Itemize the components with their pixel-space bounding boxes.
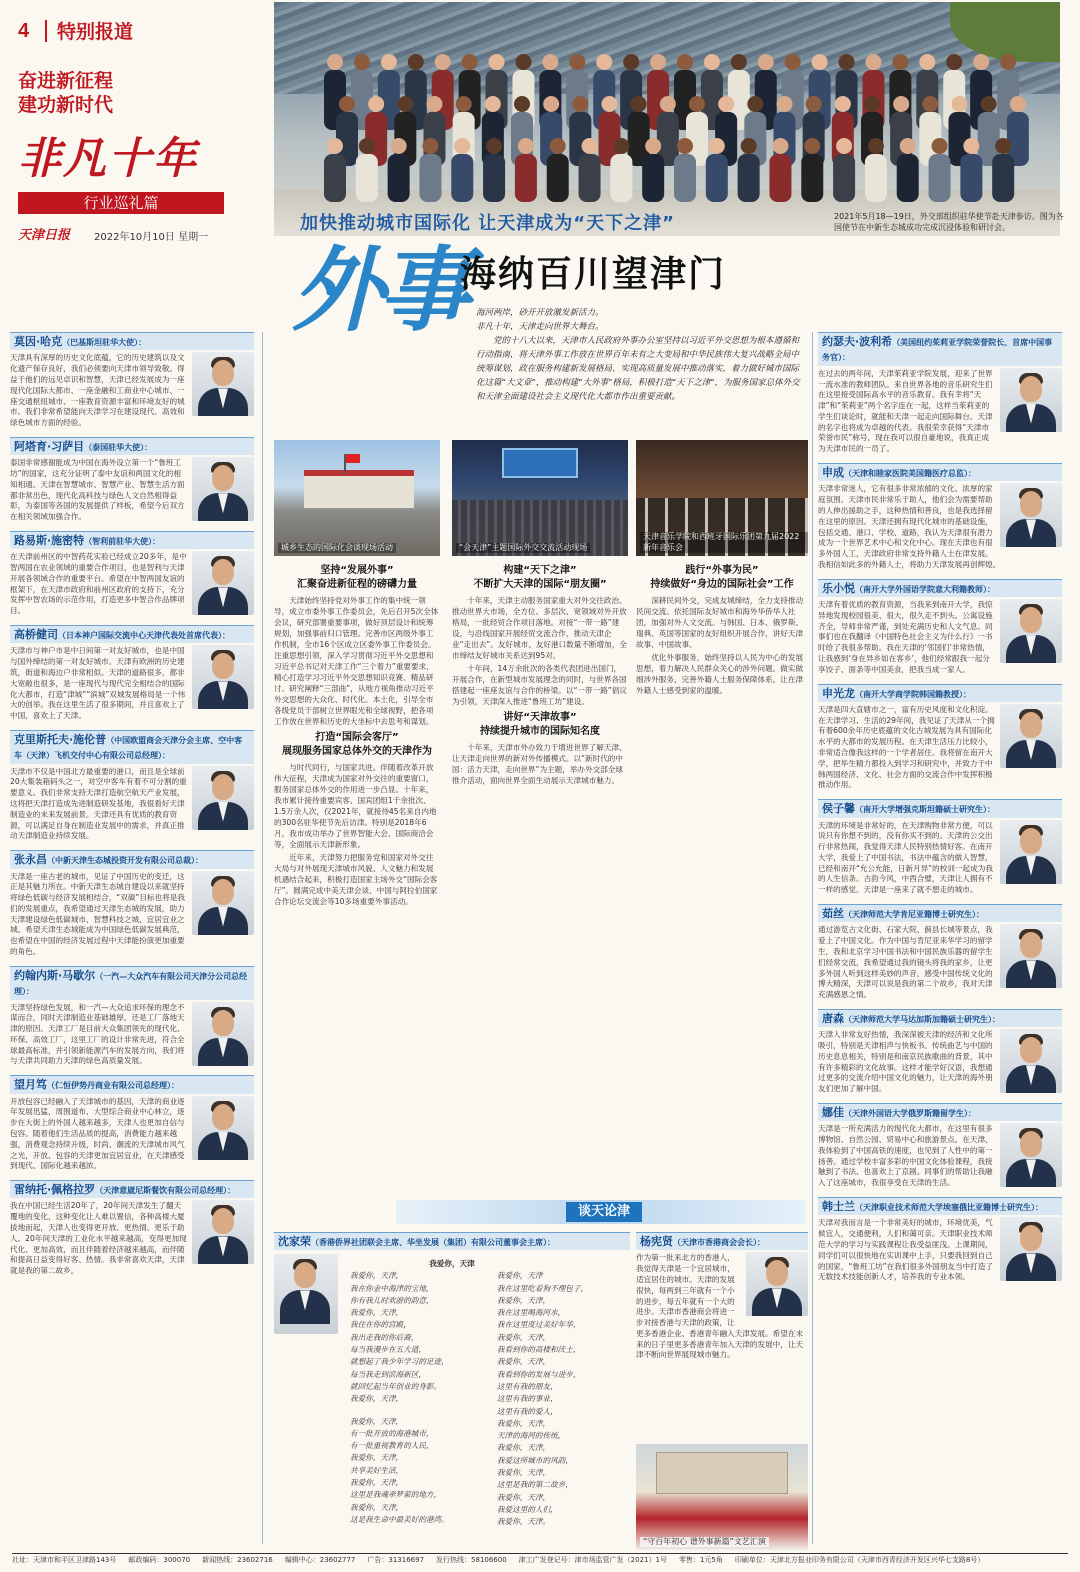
- poem-line: 我爱你，天津，: [496, 1468, 551, 1478]
- quote-speaker-name: 约瑟夫·波利希（美国纽约茱莉亚学院荣誉院长、首席中国事务官）：: [818, 332, 1062, 366]
- crowd-person: [610, 154, 632, 202]
- crowd-head: [900, 138, 916, 154]
- poem-line: 我爱你，天津，: [496, 1295, 551, 1305]
- quote-speaker-name: 高桥健司（日本神户国际交流中心天津代表处首席代表）：: [10, 625, 254, 643]
- crowd-head: [973, 54, 989, 70]
- hero-group-photo: [274, 2, 1060, 236]
- crowd-head: [543, 96, 559, 112]
- crowd-head: [462, 54, 478, 70]
- poem: [274, 1258, 630, 1529]
- photo-meeting-venue: [274, 440, 440, 556]
- left-divider: [262, 332, 263, 1544]
- speaker-name: 杨宪贤（天津市香港商会会长）：: [636, 1232, 808, 1250]
- quote-speaker-name: 申成（天津和睦家医院美国籍医疗总监）：: [818, 463, 1062, 481]
- quote-entry: [10, 966, 254, 1071]
- crowd-head: [660, 96, 676, 112]
- crowd-head: [772, 138, 788, 154]
- newspaper-logo: 天津日报: [18, 228, 71, 243]
- speaker-portrait: [192, 871, 254, 935]
- quote-text: 天津坚持绿色发展，和一汽—大众追求环保的理念不谋而合，同时天津制造业基础雄厚，还是工厂落地天津的原因。天津工厂是目前大众集团领先的现代化、环保、高效工厂，这里工厂的设计非常先进，符合全球最高标准，并引领新能源汽车的发展方向，我们将与天津共同助力天津的绿色高质量发展。: [10, 1002, 185, 1066]
- crowd-head: [677, 138, 693, 154]
- speaker-portrait: [1000, 599, 1062, 663]
- article-heading-4: 讲好“天津故事” 持续提升城市的国际知名度: [480, 712, 600, 737]
- crowd-head: [613, 138, 629, 154]
- quote-speaker-name: 路易斯·施密特（智利前驻华大使）：: [10, 531, 254, 549]
- crowd-head: [486, 138, 502, 154]
- crowd-head: [359, 138, 375, 154]
- crowd-head: [689, 96, 705, 112]
- crowd-head: [514, 96, 530, 112]
- crowd-head: [777, 96, 793, 112]
- article-heading-3: 构建“天下之津” 不断扩大天津的国际“朋友圈”: [473, 565, 607, 590]
- crowd-head: [518, 138, 534, 154]
- slogan: [18, 70, 113, 118]
- poem-column-2: [497, 1270, 630, 1528]
- quote-entry: [818, 799, 1062, 900]
- quote-speaker-name: 克里斯托夫·施伦普（中国欧盟商会天津分会主席、空中客车（天津）飞机交付中心有限公司总经理）：: [10, 730, 254, 764]
- crowd-head: [835, 96, 851, 112]
- page-number: 4: [18, 20, 30, 42]
- poem-line: 我爱你，天津: [496, 1271, 543, 1281]
- quote-entry: [818, 1197, 1062, 1287]
- photo-performance: [636, 1444, 808, 1550]
- speaker-portrait: [192, 1200, 254, 1264]
- article-column-2: [452, 560, 628, 1192]
- speaker-portrait: [192, 766, 254, 830]
- crowd-head: [368, 96, 384, 112]
- poem-line: 我爱你，天津，: [350, 1394, 404, 1404]
- crowd-person: [897, 154, 919, 202]
- quote-text: 在天津前州区的中智药花实验已经成立20多年，是中智两国在农业领域的重要合作项目，也是智利与天津开展各领域合作的重要平台。希望在中智两国友谊的框架下，在天津市政府和前州区政府的支持下，充分发挥中智农场的示范作用，打造更多中智合作品牌项目。: [10, 552, 187, 616]
- footer-item: 社址：天津市和平区卫津路143号: [12, 1556, 117, 1564]
- footer-item: 印刷单位：天津北方报业印务有限公司（天津市西青经济开发区兴华七支路8号）: [734, 1556, 985, 1564]
- speaker-portrait: [1000, 1029, 1062, 1093]
- quote-text: 天津是四大直辖市之一，富有历史风度和文化积淀。在天津学习、生活的29年间，我见证了天津从一个拥有着600余年历史底蕴的文化古城发展为具有国际化水平的大都市的发展历程。在天津生活压力比较小，非常适合像我这样的一个学者居住。我将留在南开大学，把毕生精力都投入到学习和研究中，并致力于中韩两国经济、文化、社会方面的交流合作中发挥积极推动作用。: [818, 704, 995, 790]
- crowd-head: [747, 96, 763, 112]
- footer-item: 邮政编码：300070: [128, 1556, 191, 1564]
- poem-line: 这里是我魂牵梦萦的地方，: [350, 1490, 442, 1500]
- hero-photo-caption: 2021年5月18—19日，外交部组织驻华使节赴天津参访。图为各国使节在中新生态城成功完成沉浸体验和研讨会。: [834, 212, 1064, 232]
- quote-text: 天津是一所充满活力的现代化大都市，在这里有很多博物馆、自然公园、贸易中心和旅游景点。在天津，我体验到了中国高铁的速度，也见到了人性中的第一扬善。通过学校丰富多彩的中国文化体验课程，我接触到了书法、也喜欢上了京剧。同事们的帮助让我融入了这座城市，我很享受在天津的生活。: [818, 1124, 993, 1188]
- right-divider: [812, 332, 813, 1544]
- intro-body: 党的十八大以来，天津市人民政府外事办公室坚持以习近平外交思想为根本遵循和行动指南，将天津外事工作放在世界百年未有之大变局和中华民族伟大复兴战略全局中统筹谋划，政在服务构建新发展格局、实现高质量发展中推动落实，着力做好城市国际化这篇“大文章”，推动构建“大外事”格局，积极打造“天下之津”，为服务国家总体外交和天津全面建设社会主义现代化大都市作出重要贡献。: [476, 336, 800, 403]
- crowd-head: [569, 54, 585, 70]
- article-column-3: [636, 560, 808, 1192]
- crowd-head: [327, 54, 343, 70]
- crowd-person: [865, 154, 887, 202]
- calligraphy-title: 外事: [292, 236, 465, 344]
- crowd-head: [422, 138, 438, 154]
- quote-speaker-name: 申光龙（南开大学商学院韩国籍教授）：: [818, 684, 1062, 702]
- crowd-head: [806, 96, 822, 112]
- quote-speaker-name: 张永昌（中新天津生态城投资开发有限公司总裁）：: [10, 850, 254, 868]
- crowd-person: [356, 154, 378, 202]
- crowd-head: [485, 96, 501, 112]
- quote-entry: [818, 904, 1062, 1005]
- quote-entry: [10, 1180, 254, 1281]
- quote-entry: [10, 730, 254, 846]
- poem-line: 我爱你，天津，: [350, 1478, 404, 1488]
- crowd-head: [868, 138, 884, 154]
- quote-text: 天津人非常友好热情，我深深被天津的经济和文化所吸引，特别是天津相声与快板书。传统曲艺与中国的历史息息相关，特别是和南京民族歌曲的背景，其中有许多精彩的文化故事。这样才能学好汉语，我想通过更多的交流介绍中国文化的魅力，让天津的海外朋友们更加了解中国。: [818, 1030, 993, 1094]
- quote-text: 天津市与神户市是中日间第一对友好城市，也是中国与国外缔结的第一对友好城市。天津有欧洲的历史建筑，街道和海边户非常相似。天津的道路很多，都非大宽敞也很多，是一座现代与现代完全相结合的国际化大都市，打造“津城”“滨城”双城发展格局是一个伟大的创举。我在这里生活了很多期间，并且喜欢上了中国，喜欢上了天津。: [10, 646, 186, 721]
- speaker-quote: 作为第一批来北方的香港人，我觉得天津是一个宜居城市，适宜居住的城市。天津的发展很快，每两到三年就有一个小的进步，每五年就有一个大的进步。天津市香港商会将进一步对接香港与天津的政策，让更多香港企业、香港青年融入天津发展。希望在未来的日子里更多香港青年加入天津的发展中，让天津不断向世界展现城市魅力。: [636, 1253, 804, 1360]
- poem-line: 共享美好生活，: [350, 1465, 404, 1475]
- crowd-person: [706, 154, 728, 202]
- headline-main: 海纳百川望津门: [460, 254, 727, 295]
- crowd-head: [952, 96, 968, 112]
- crowd-person: [642, 154, 664, 202]
- crowd-head: [677, 54, 693, 70]
- quote-entry: [818, 684, 1062, 796]
- quote-text: 天津市不仅是中国北方最重要的港口，而且是全球前20大集装箱码头之一，对空中客车有着不可分割的重要意义。我们非常支持天津打造航空航天产业发展，这将把天津打造成先进制造研发基地，我很看好天津制造业的未来发展前景。天津还具有优质的教育资源，可以满足自身在制造业发展中的需求，并真正推动天津制造业持续发展。: [10, 766, 187, 841]
- intro-paragraph: [476, 306, 806, 404]
- quote-text: 天津的环境是非常好的，在天津购物非常方便，可以说只有你想不到的，没有你买不到的。天津的公交出行非常热闹，我觉得天津人民特别热情好客。在南开大学，我爱上了中国书法，书法中蕴含的做人智慧，已经和南开“允公允能，日新月异”的校训一起成为我的人生信条。古韵今风，中西合璧，天津让人拥有不一样的感觉。天津是一座来了就不想走的城市。: [818, 820, 993, 895]
- poem-line: 天津的海河的传统，: [496, 1431, 566, 1441]
- quote-speaker-name: 侯子馨（南开大学增强克斯坦籍硕士研究生）：: [818, 799, 1062, 817]
- crowd-person: [388, 154, 410, 202]
- crowd-head: [709, 138, 725, 154]
- poem-line: 我看到你的发展与进步，: [496, 1369, 581, 1379]
- quote-entry: [10, 850, 254, 962]
- poem-line: 我爱你，天津。: [496, 1517, 551, 1527]
- poem-line: 我出走我的你后裔，: [350, 1332, 419, 1342]
- crowd-head: [1000, 54, 1016, 70]
- left-quotes-column: [10, 332, 254, 1544]
- poem-line: 我爱你，天津，: [350, 1416, 404, 1426]
- crowd-head: [836, 138, 852, 154]
- crowd-person: [419, 154, 441, 202]
- crowd-head: [650, 54, 666, 70]
- crowd-person: [992, 154, 1014, 202]
- crowd-head: [408, 54, 424, 70]
- quote-speaker-name: 莫因·哈克（巴基斯坦驻华大使）：: [10, 332, 254, 350]
- crowd-person: [547, 154, 569, 202]
- crowd-head: [1010, 96, 1026, 112]
- quote-entry: [10, 437, 254, 527]
- crowd-person: [769, 154, 791, 202]
- poem-line: 我爱你，天津，: [496, 1443, 551, 1453]
- crowd-person: [579, 154, 601, 202]
- slogan-line-2: 建功新时代: [18, 93, 114, 116]
- crowd-head: [995, 138, 1011, 154]
- crowd-head: [381, 54, 397, 70]
- quote-text: 天津是一座古老的城市，见证了中国历史的变迁，这正是其魅力所在。中新天津生态城自建设以来就坚持将绿色低碳与经济发展相结合，“双碳”目标也将是我们的发展重点，我希望通过天津生态城的发展，助力天津建设绿色低碳城市、智慧科技之城、宜居宜业之城。希望天津生态城能成为中国绿色低碳发展典范，也希望在中国的经济发展过程中天津能扮演更加重要的角色。: [10, 871, 185, 956]
- crowd-illustration: [314, 32, 1034, 202]
- crowd-head: [893, 96, 909, 112]
- crowd-head: [963, 138, 979, 154]
- footer-item: 津工广发登记号：津市场监管广发（2021）1号: [518, 1556, 667, 1564]
- crowd-head: [631, 96, 647, 112]
- crowd-head: [489, 54, 505, 70]
- speaker-portrait: [1000, 483, 1062, 547]
- quote-speaker-name: 韩士兰（天津职业技术师范大学埃塞俄比亚籍博士研究生）：: [818, 1197, 1062, 1215]
- footer-item: 编辑中心：23602777: [284, 1556, 356, 1564]
- photo-caption-3: 天津音乐学院和西班牙国际乐团第九届2022新年音乐会: [640, 532, 808, 553]
- crowd-head: [397, 96, 413, 112]
- talk-speaker-2: [636, 1232, 808, 1442]
- quote-text: 天津非常迷人，它有很多非常浓郁的文化、浓厚的家庭氛围。天津市民非常乐于助人，他们会为需要帮助的人伸出援助之手，这种热情和善良，也是我选择留在这里的原因。天津还拥有现代化城市的基础设施，包括交通、港口、学校、道路，我认为天津很有潜力成为一个世界艺术中心和文化中心。现在天津也有很多外国人工，天津政府非常支持外籍人士在津发展。我相信如此多的外籍人士，将助力天津发展再创辉煌。: [818, 484, 1001, 569]
- quote-speaker-name: 雷纳托·佩格拉罗（天津意崴尼斯餐饮有限公司总经理）：: [10, 1180, 254, 1198]
- crowd-head: [804, 138, 820, 154]
- article-paragraph: 近年来，天津努力把服务党和国家对外交往大局与对外展现天津城市风貌、人文魅力和发展机遇结合起来，积极打造国家主场外交“国际会客厅”。圆满完成中美天津会谈、中国与阿拉伯国家合作论坛交流会等10多场重要外事活动。: [274, 853, 438, 906]
- poem-line: 我爱你，天津，: [496, 1357, 551, 1367]
- masthead: [12, 12, 272, 242]
- speaker-portrait: [192, 1096, 254, 1160]
- crowd-head: [865, 54, 881, 70]
- poem-line: 我爱这里的人们，: [496, 1504, 558, 1514]
- speaker-portrait: [1000, 368, 1062, 432]
- poem-line: 有一批重视教育的人民，: [350, 1441, 434, 1451]
- issue-date: 2022年10月10日 星期一: [94, 232, 209, 243]
- article-heading-2: 打造“国际会客厅” 展现服务国家总体外交的天津作为: [282, 732, 432, 757]
- poem-line: 每当我走到滨海新区，: [350, 1369, 426, 1379]
- poem-line: 这里有我的事业，: [496, 1394, 558, 1404]
- poem-line: 我在你金中海津的宝地，: [350, 1283, 434, 1293]
- crowd-head: [932, 138, 948, 154]
- crowd-head: [758, 54, 774, 70]
- speaker-name: 沈家荣（香港侨界社团联会主席、华坐发展（集团）有限公司董事会主席）：: [274, 1232, 630, 1250]
- poem-column-1: [350, 1270, 491, 1528]
- speaker-portrait: [192, 551, 254, 615]
- poem-line: 我爱你，天津，: [496, 1332, 551, 1342]
- crowd-head: [596, 54, 612, 70]
- quote-speaker-name: 望月笃（仁恒伊势丹商业有限公司总经理）：: [10, 1075, 254, 1093]
- poem-line: 就回忆起当年创业的身影。: [350, 1381, 442, 1391]
- photo-caption-performance: “守百年初心 谱外事新篇”文艺汇演: [640, 1537, 769, 1547]
- speaker-portrait: [746, 1252, 808, 1316]
- crowd-head: [602, 96, 618, 112]
- crowd-head: [572, 96, 588, 112]
- quote-text: 在过去的两年间，天津茱莉亚学院发展，迎来了世界一流水准的教师团队。来自世界各地的音乐研究生们在这里接受国际高水平的音乐教育。我有幸将“天津”和“茱莉亚”两个名字连在一起，这样当茱莉亚的学生们谈论时，就能和天津一起走向国际舞台。天津的名字也将成为卓越的代表。我很荣幸获得“天津市荣誉市民”称号，现在我可以很自豪地说，我真正成为天津市民的一员了。: [818, 368, 993, 454]
- quote-entry: [818, 579, 1062, 680]
- quote-speaker-name: 娜佳（天津外国语大学俄罗斯籍留学生）：: [818, 1103, 1062, 1121]
- crowd-head: [704, 54, 720, 70]
- article-paragraph: 优化外事服务，始终坚持以人民为中心的发展思想，着力解决人民群众关心的涉外问题。做实做细涉外服务，完善外籍人士服务保障体系，让在津外籍人士感受到家的温暖。: [636, 653, 804, 695]
- crowd-head: [919, 54, 935, 70]
- crowd-head: [981, 96, 997, 112]
- poem-line: 我爱这所城市的风韵，: [496, 1455, 573, 1465]
- crowd-head: [892, 54, 908, 70]
- quote-text: 天津具有深厚的历史文化底蕴，它的历史建筑以及文化遗产保存良好，我们必须要向天津市领导致敬。得益于他们的远见卓识和智慧，天津已经发展成为一座现代化国际大都市、一座金融和工商业中心城市、一座交通枢纽城市、一座教育资源丰富和环境友好的城市。我们非常希望能向天津学习在建设现代、高效和绿色城市方面的经验。: [10, 353, 185, 428]
- intro-line-2: 非凡十年，天津走向世界大舞台。: [476, 322, 604, 333]
- quote-speaker-name: 约翰内斯·马歇尔（一汽—大众汽车有限公司天津分公司总经理）：: [10, 966, 254, 1000]
- crowd-head: [946, 54, 962, 70]
- intro-line-1: 海河两岸，砂开开放激发新活力。: [476, 308, 604, 318]
- article-column-1: [274, 560, 440, 1192]
- slogan-line-1: 奋进新征程: [18, 70, 114, 92]
- page-number-divider: [45, 20, 47, 42]
- crowd-person: [929, 154, 951, 202]
- quote-text: 天津有着优质的教育资源，当我来到南开大学，我惊异地发现校园很美、很大，很久走不到头。公寓设施齐全，导师非常严谨，到处充满历史和人文气息。同事们也在我翻译《中国特色社会主义为什么行》一书时给了我很多帮助。我在天津的‘邻国们’非常热情，让我感到‘身在异乡如在客乡’，他们经常跟我一起分享饺子、面条等中国美食，把我当成一家人。: [818, 600, 993, 674]
- right-quotes-column: [818, 332, 1062, 1544]
- crowd-head: [354, 54, 370, 70]
- quote-text: 天津对我而言是一个非常美好的城市，环境优美，气候宜人，交通便利，人们和蔼可亲。天津职业技术师范大学的学习与实践课程让我受益匪浅。上课期间，同学们可以很快地在实训课中上手，只要我回到自己的国家，“鲁班工坊”在我们很多外国朋友当中打造了无数技术技能创新人才，培养我的专业本领。: [818, 1218, 993, 1282]
- talk-speaker-1: [274, 1232, 630, 1552]
- crowd-head: [839, 54, 855, 70]
- quote-text: 开放包容已经融入了天津城市的基因，天津的商业逐年发展迅猛，周围道布、大型综合商业中心林立，逐步在大街上的外国人越来越多，天津人也更加自信与包容。随着他们生活品质的提高，消费能力越来越强，消费观念持续升级，时尚、潮流的天津城市风气之光，开放、包容的天津更加宜居宜业，在天津感受到现代、国际化越来越浓。: [10, 1096, 185, 1171]
- crowd-head: [864, 96, 880, 112]
- quote-speaker-name: 乐小悦（南开大学外国语学院意大利籍教师）：: [818, 579, 1062, 597]
- article-paragraph: 深耕民间外交，完成友城缔结，全力支持推动民间交流。依托国际友好城市和海外华侨华人社团，加强对外人文交流。与韩国、日本、俄罗斯、瑞典、英国等国家的友好组织开展合作，讲好天津故事、中国故事。: [636, 596, 804, 649]
- crowd-head: [391, 138, 407, 154]
- series-big-title: 非凡十年: [18, 134, 198, 184]
- poem-line: 我爱你，天津，: [350, 1271, 404, 1281]
- crowd-head: [435, 54, 451, 70]
- poem-line: 就想起了我少年学习的足迹，: [350, 1357, 449, 1367]
- quote-entry: [10, 1075, 254, 1176]
- quote-entry: [818, 1009, 1062, 1099]
- crowd-head: [623, 54, 639, 70]
- quote-speaker-name: 阿塔育·习萨目（泰国驻华大使）：: [10, 437, 254, 455]
- footer-item: 新闻热线：23602716: [202, 1556, 273, 1564]
- quote-text: 通过游览古文化街、石家大院、蓟县长城等景点，我爱上了中国文化。作为中国与肯尼亚来华学习的留学生，我和北京学习中国书法和中国民族乐器的留学生们经常交流，我希望通过我的镜头将我的家乡，让更多外国人听到这样美妙的声音，感受中国传统文化的博大精深，天津可以说是我的第二个故乡，我对天津充满感恩之情。: [818, 925, 993, 1000]
- speaker-portrait: [1000, 704, 1062, 768]
- headline-subtitle: 加快推动城市国际化 让天津成为“天下之津”: [300, 213, 675, 234]
- page-footer: [12, 1553, 1068, 1565]
- poem-line: 我爱你，天津，: [350, 1308, 404, 1318]
- speaker-portrait: [1000, 1123, 1062, 1187]
- poem-line: 我爱你，天津，: [350, 1502, 404, 1512]
- footer-item: 广告：31316697: [367, 1556, 425, 1564]
- quote-speaker-name: 茹丝（天津师范大学肯尼亚籍博士研究生）：: [818, 904, 1062, 922]
- photo-caption-2: “会天津”主题国际外交交流活动现场: [456, 543, 590, 553]
- photo-conference-hall: [452, 440, 628, 556]
- poem-line: 这是我生命中最美好的港湾。: [350, 1514, 449, 1524]
- quote-entry: [818, 332, 1062, 459]
- poem-line: 你有我儿时欢游的韵意，: [350, 1295, 434, 1305]
- crowd-head: [454, 138, 470, 154]
- poem-line: 我爱你，天津，: [496, 1492, 551, 1502]
- article-paragraph: 十年来，天津主动服务国家重大对外交往政治、推动世界大市场，全方位、多层次、宽领域对外开放格局，一批经贸合作项目落地。对接“一带一路”建设，与沿线国家开展经贸交流合作，推动天津企业“走出去”。友好城市、友好港口数量不断增加，全市缔结友好城市关系达到95对。: [452, 596, 627, 660]
- quote-speaker-name: 唐森（天津师范大学马达加斯加籍硕士研究生）：: [818, 1009, 1062, 1027]
- crowd-head: [718, 96, 734, 112]
- crowd-head: [812, 54, 828, 70]
- talk-header-label: 谈天论津: [566, 1202, 642, 1222]
- article-paragraph: 十年来，天津市外办致力于增进世界了解天津、让天津走向世界的新对外传播模式。以“新时代的中国：活力天津，走向世界”为主题，举办外交部全球推介活动，面向世界全面生动展示天津城市魅力。: [452, 743, 627, 785]
- footer-item: 发行热线：58106600: [436, 1556, 507, 1564]
- poem-line: 我在这里度过美好年华，: [496, 1320, 581, 1330]
- talk-section-header: [396, 1200, 806, 1224]
- article-paragraph: 天津始终坚持党对外事工作的集中统一领导，成立市委外事工作委员会，先后召开5次全体会议，研究部署重要事项，做好顶层设计和统筹规划，加强事前归口管理。完善市区两级外事工作机制，全市16个区成立区委外事工作委员会。注重思想引领，深入学习贯彻习近平外交思想和习近平总书记对天津工作“三个着力”重要要求，精心打造学习习近平外交思想知识竞赛、精品研讨、研究阐释“三部曲”，从地方视角推动习近平外交思想的大众化、时代化。本土化，引导全市各级党员干部树立世界眼光和全球视野，把各项工作放在世界和历史的大坐标中去思考和谋划。: [274, 596, 439, 726]
- crowd-head: [327, 138, 343, 154]
- photo-concert: [636, 440, 808, 556]
- crowd-head: [645, 138, 661, 154]
- photo-caption-1: 城乡生态的国际化会谈现场活动: [278, 543, 396, 553]
- poem-line: 我在这里喝海河水，: [496, 1308, 566, 1318]
- poem-line: 这里有我的爱人，: [496, 1406, 558, 1416]
- poem-line: 有一批开放的海港城市，: [350, 1428, 434, 1438]
- crowd-head: [339, 96, 355, 112]
- crowd-person: [738, 154, 760, 202]
- crowd-head: [731, 54, 747, 70]
- quote-entry: [10, 625, 254, 726]
- footer-item: 零售：1元5角: [678, 1556, 723, 1564]
- crowd-head: [456, 96, 472, 112]
- speaker-portrait: [192, 1002, 254, 1066]
- poem-line: 我住在你的宫殿，: [350, 1320, 411, 1330]
- speaker-portrait: [192, 457, 254, 521]
- quote-text: 我在中国已经生活20年了，20年间天津发生了翻天覆地的变化，这种变化让人难以置信，各种高楼大厦拔地而起，天津人也变得更开放、更热情、更乐于助人。20年间天津的工业化水平越来越高，变得更加现代化、更加高效，而且伴随着经济越来越高，而伴随和提高日益变得好客、热情。我非常喜欢天津，天津就是我的第二故乡。: [10, 1201, 187, 1276]
- crowd-head: [550, 138, 566, 154]
- poem-title: 我爱你，天津: [429, 1259, 475, 1268]
- article-heading-5: 践行“外事为民” 持续做好“身边的国际社会”工作: [650, 565, 794, 590]
- poem-line: 我看到你的高楼和沃土，: [496, 1345, 581, 1355]
- quote-text: 泰国非常感谢能成为中国在海外设立第一个“鲁班工坊”的国家，这充分证明了泰中友谊和两国文化的相知相通。天津在智慧城市、智慧产业、智慧生活方面都非常出色，现代化高科技与绿色人文自然相得益彰，为泰国等各国的发展提供了样板，希望今后双方在相关领域加强合作。: [10, 458, 185, 522]
- poem-line: 我爱你，天津，: [350, 1453, 404, 1463]
- article-paragraph: 与时代同行，与国家共进。伴随着改革开放伟大征程，天津成为国家对外交往的重要窗口，服务国家总体外交的作用进一步凸显。十年来，我市累计接待重要宾客、国宾团组1千余批次、1.5万余人次，仅2021年，就接待45名来自内地的300名驻华使节先后访津。特别是2018年6月，我市成功举办了世界智能大会、国际商洽会等，全面展示天津新形象。: [274, 763, 437, 849]
- quote-entry: [10, 332, 254, 433]
- series-subtitle: 行业巡礼篇: [18, 192, 224, 214]
- poem-line: 这里有我的朋友，: [496, 1381, 558, 1391]
- crowd-person: [833, 154, 855, 202]
- poem-line: 我爱你，天津，: [496, 1418, 551, 1428]
- speaker-portrait: [1000, 820, 1062, 884]
- crowd-head: [785, 54, 801, 70]
- quote-entry: [818, 1103, 1062, 1193]
- crowd-head: [515, 54, 531, 70]
- section-title: 特别报道: [57, 21, 134, 43]
- speaker-portrait: [1000, 1217, 1062, 1281]
- crowd-head: [542, 54, 558, 70]
- speaker-portrait: [192, 645, 254, 709]
- speaker-portrait: [192, 352, 254, 416]
- crowd-person: [515, 154, 537, 202]
- speaker-portrait: [1000, 924, 1062, 988]
- quote-entry: [818, 463, 1062, 575]
- crowd-person: [674, 154, 696, 202]
- crowd-person: [801, 154, 823, 202]
- article-paragraph: 十年间，14万余批次的各类代表团进出国门，开展合作，在新型城市发展理念的同时，与世界各国搭建起一座座友谊与合作的桥梁。以“一带一路”倡议为引领，天津深入推进“鲁班工坊”建设。: [452, 664, 627, 706]
- crowd-person: [483, 154, 505, 202]
- crowd-head: [582, 138, 598, 154]
- poem-line: [350, 1406, 491, 1416]
- article-heading-1: 坚持“发展外事” 汇聚奋进新征程的磅礴力量: [297, 565, 417, 590]
- crowd-person: [324, 154, 346, 202]
- poem-line: 这里是我的第二故乡，: [496, 1480, 573, 1490]
- crowd-head: [922, 96, 938, 112]
- poem-line: 每当我漫步在五大道，: [350, 1345, 426, 1355]
- crowd-head: [741, 138, 757, 154]
- quote-entry: [10, 531, 254, 621]
- crowd-person: [960, 154, 982, 202]
- poem-line: 我在这里吃着狗不理包子，: [496, 1283, 589, 1293]
- crowd-head: [427, 96, 443, 112]
- crowd-person: [451, 154, 473, 202]
